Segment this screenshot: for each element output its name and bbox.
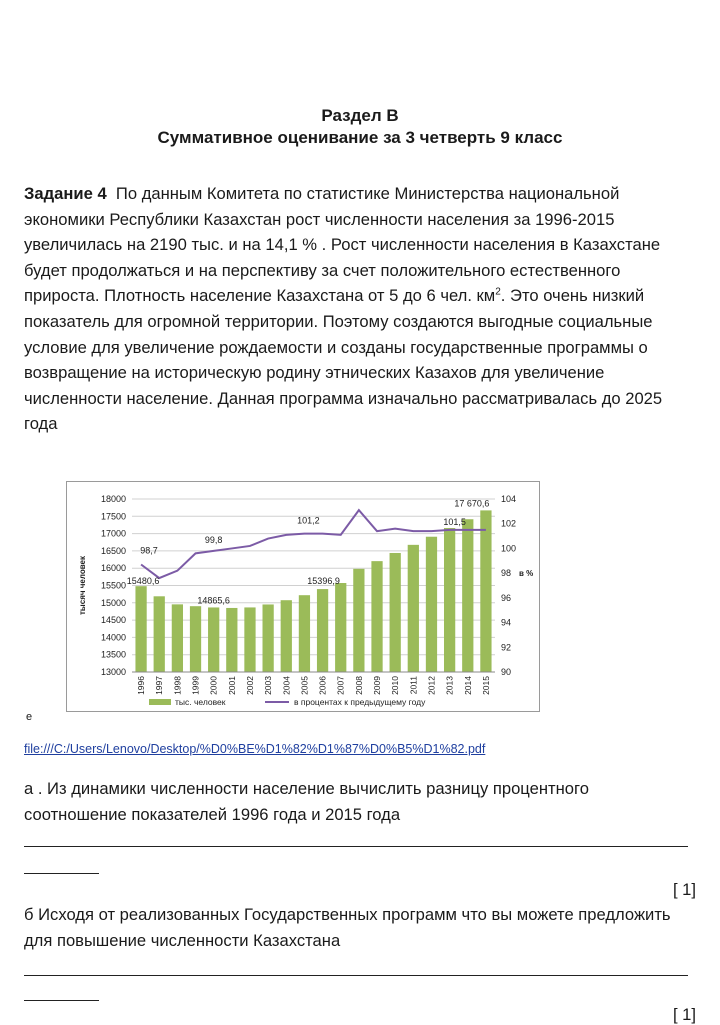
bar-1997 — [154, 596, 165, 672]
x-tick-label: 2002 — [244, 676, 255, 695]
x-tick-label: 2007 — [335, 676, 346, 695]
bar-2010 — [390, 553, 401, 672]
x-tick-label: 2014 — [462, 676, 473, 695]
data-label-line-1996: 98,7 — [140, 545, 158, 556]
data-label-line-2000: 99,8 — [204, 534, 223, 545]
y2-tick-label: 102 — [501, 518, 517, 529]
bar-2003 — [262, 604, 273, 672]
x-tick-label: 1996 — [136, 676, 147, 695]
mark-a: [ 1] — [672, 880, 696, 899]
data-label-bar-2000: 14865,6 — [197, 595, 230, 606]
task-text-1: По данным Комитета по статистике Министерства национальной экономики Республики Казахстан рост численности населения за 1996-2015 увеличилась на 2190 тыс. и на 14,1 % . Рост численности населения в Казахстане будет продолжаться и на перспективу за счет положительного естественного прироста. Плотность население Казахстана от 5 до 6 чел. км — [24, 184, 661, 306]
question-a: а . Из динамики численности население вычислить разницу процентного соотношение показателей 1996 года и 2015 года — [24, 779, 589, 824]
task-superscript: 2 — [495, 286, 501, 298]
y2-tick-label: 100 — [501, 543, 517, 554]
y-tick-label: 14000 — [100, 632, 126, 643]
x-tick-label: 2009 — [372, 676, 383, 695]
data-label-bar-2006: 15396,9 — [307, 576, 340, 587]
note-letter: е — [26, 711, 33, 723]
population-chart — [66, 481, 540, 712]
x-tick-label: 2001 — [226, 676, 237, 695]
bar-2012 — [426, 537, 437, 672]
bar-2009 — [371, 561, 382, 672]
x-tick-label: 2005 — [299, 676, 310, 695]
y-tick-label: 16500 — [100, 545, 126, 556]
y2-tick-label: 104 — [501, 494, 517, 504]
bar-2004 — [281, 600, 292, 672]
bar-2000 — [208, 607, 219, 672]
data-label-line-2005: 101,2 — [297, 515, 320, 526]
y-tick-label: 17000 — [100, 528, 126, 539]
y2-tick-label: 90 — [501, 667, 512, 677]
legend-label-line: в процентах к предыдущему году — [294, 697, 426, 707]
data-label-bar-2015: 17 670,6 — [454, 498, 490, 509]
y-tick-label: 15500 — [100, 580, 126, 591]
x-tick-label: 2003 — [263, 676, 274, 695]
x-tick-label: 2006 — [317, 676, 328, 695]
x-tick-label: 2012 — [426, 676, 437, 695]
x-tick-label: 2015 — [480, 676, 491, 695]
y-tick-label: 13000 — [100, 667, 126, 677]
answer-line-b-end — [24, 1000, 99, 1001]
y-axis-title: тысяч человек — [78, 556, 87, 615]
bar-1998 — [172, 604, 183, 672]
page-subtitle: Суммативное оценивание за 3 четверть 9 класс — [157, 128, 563, 147]
x-tick-label: 2000 — [208, 676, 219, 695]
bar-2013 — [444, 528, 455, 672]
y-tick-label: 14500 — [100, 615, 126, 626]
y2-tick-label: 96 — [501, 592, 512, 603]
x-tick-label: 2008 — [353, 676, 364, 695]
y2-tick-label: 98 — [501, 568, 512, 579]
chart-svg — [67, 482, 539, 711]
bar-2001 — [226, 608, 237, 672]
y-tick-label: 18000 — [100, 494, 126, 504]
bar-2008 — [353, 569, 364, 672]
y2-tick-label: 92 — [501, 642, 512, 653]
y-tick-label: 16000 — [100, 563, 126, 574]
x-tick-label: 1999 — [190, 676, 201, 695]
bar-2002 — [244, 607, 255, 672]
task-text-2: . Это очень низкий показатель для огромной территории. Поэтому создаются выгодные социальные условие для увеличение рождаемости и созданы государственные программы о возвращение на историческую родину этнических Казахов для увеличение численности население. Данная программа изначально рассматривалась до 2025 года — [24, 286, 663, 434]
bar-2007 — [335, 583, 346, 672]
bar-2015 — [480, 510, 491, 672]
y-tick-label: 15000 — [100, 597, 126, 608]
bar-2005 — [299, 595, 310, 672]
data-label-line-2013: 101,5 — [443, 516, 466, 527]
task-label: Задание 4 — [24, 184, 107, 203]
x-tick-label: 2004 — [281, 676, 292, 695]
legend-swatch-bars — [149, 699, 171, 705]
bar-2014 — [462, 519, 473, 672]
x-tick-label: 2010 — [390, 676, 401, 695]
bar-2011 — [408, 545, 419, 672]
y-tick-label: 13500 — [100, 649, 126, 660]
mark-b: [ 1] — [672, 1005, 696, 1024]
legend-label-bars: тыс. человек — [175, 697, 226, 707]
bar-1996 — [135, 586, 146, 672]
answer-line-a[interactable] — [24, 846, 688, 847]
file-link[interactable]: file:///C:/Users/Lenovo/Desktop/%D0%BE%D1%82%D1%87%D0%B5%D1%82.pdf — [24, 742, 486, 756]
data-label-bar-1996: 15480,6 — [126, 576, 160, 587]
task-paragraph — [24, 181, 692, 437]
bar-1999 — [190, 606, 201, 672]
x-tick-label: 1997 — [154, 676, 165, 695]
bar-2006 — [317, 589, 328, 672]
x-tick-label: 1998 — [172, 676, 183, 695]
y2-tick-label: 94 — [501, 617, 512, 628]
section-title: Раздел В — [321, 106, 399, 125]
question-b: б Исходя от реализованных Государственных программ что вы можете предложить для повышение численности Казахстана — [24, 905, 671, 950]
x-tick-label: 2013 — [444, 676, 455, 695]
answer-line-a-end — [24, 873, 99, 874]
y2-axis-title: в % — [519, 569, 534, 579]
y-tick-label: 17500 — [100, 511, 126, 522]
answer-line-b[interactable] — [24, 975, 688, 976]
x-tick-label: 2011 — [408, 676, 419, 695]
